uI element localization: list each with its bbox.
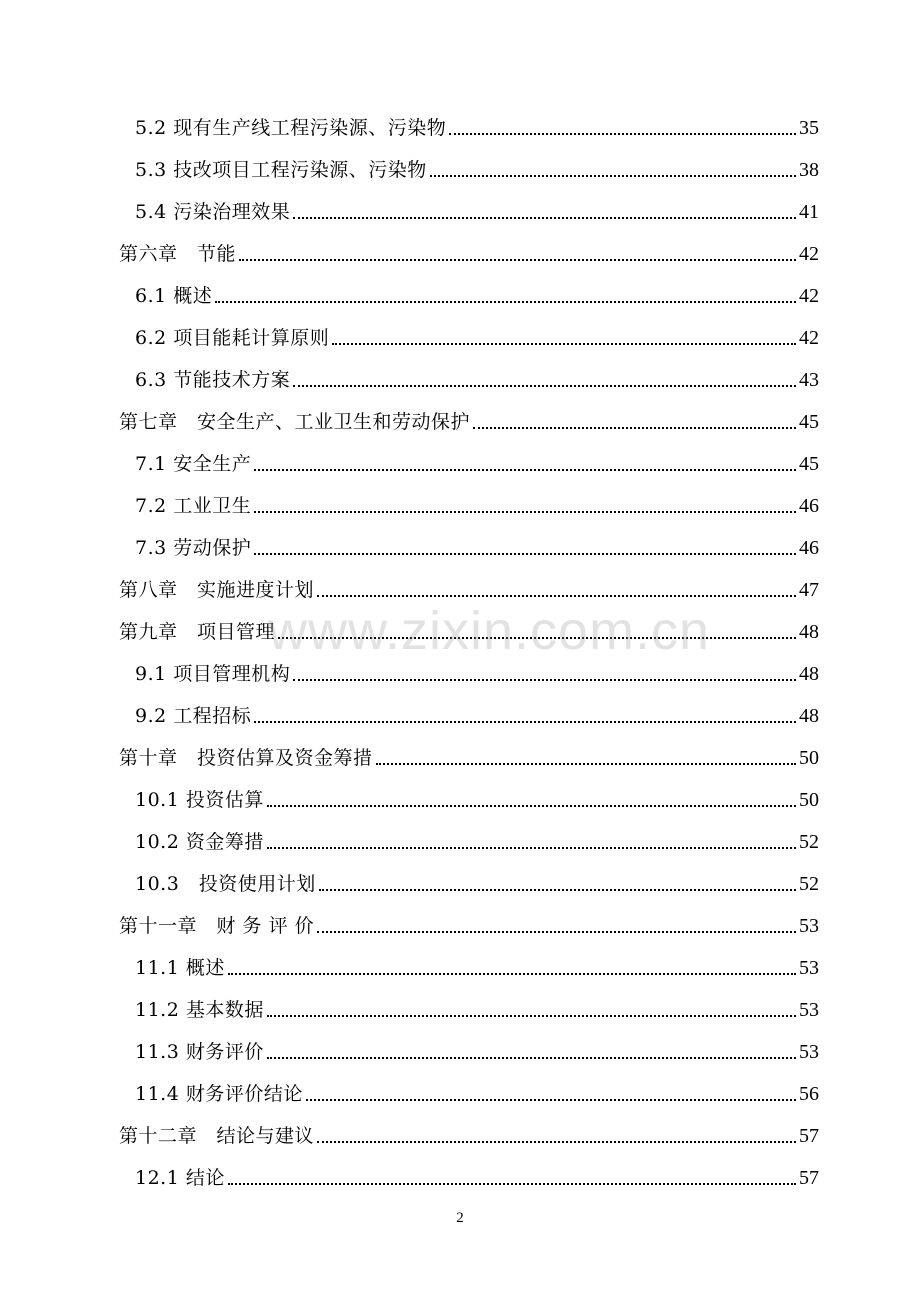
toc-entry[interactable]: [135, 866, 819, 896]
toc-chapter-entry[interactable]: [119, 236, 819, 266]
toc-entry[interactable]: [135, 698, 819, 728]
dot-leader: [293, 217, 796, 219]
toc-entry[interactable]: [135, 446, 819, 476]
toc-entry-title: 11.4 财务评价结论: [135, 1083, 303, 1105]
dot-leader: [430, 175, 796, 177]
toc-entry-page: 46: [799, 495, 819, 517]
toc-entry[interactable]: [135, 992, 819, 1022]
toc-entry-title: 7.1 安全生产: [135, 453, 252, 475]
toc-entry[interactable]: [135, 194, 819, 224]
toc-entry-title: 7.3 劳动保护: [135, 537, 252, 559]
toc-entry-page: 53: [799, 957, 819, 979]
toc-entry[interactable]: [135, 488, 819, 518]
toc-entry-title: 10.3 投资使用计划: [135, 873, 316, 895]
toc-entry-title: 7.2 工业卫生: [135, 495, 252, 517]
toc-entry-title: 第八章 实施进度计划: [119, 579, 315, 601]
toc-entry-title: 第七章 安全生产、工业卫生和劳动保护: [119, 411, 471, 433]
toc-chapter-entry[interactable]: [119, 740, 819, 770]
toc-entry-title: 10.2 资金筹措: [135, 831, 264, 853]
toc-entry[interactable]: [135, 950, 819, 980]
toc-entry-title: 10.1 投资估算: [135, 789, 264, 811]
toc-entry-title: 第九章 项目管理: [119, 621, 276, 643]
toc-entry-page: 42: [799, 285, 819, 307]
toc-entry-title: 第十二章 结论与建议: [119, 1125, 315, 1147]
dot-leader: [317, 931, 796, 933]
toc-entry[interactable]: [135, 1034, 819, 1064]
toc-chapter-entry[interactable]: [119, 1118, 819, 1148]
toc-entry[interactable]: [135, 320, 819, 350]
toc-entry-page: 41: [799, 201, 819, 223]
dot-leader: [293, 385, 796, 387]
toc-entry-page: 52: [799, 873, 819, 895]
toc-entry-title: 6.3 节能技术方案: [135, 369, 291, 391]
dot-leader: [215, 301, 796, 303]
toc-entry-page: 42: [799, 243, 819, 265]
toc-entry-title: 11.3 财务评价: [135, 1041, 264, 1063]
toc-entry[interactable]: [135, 530, 819, 560]
dot-leader: [254, 553, 796, 555]
toc-entry-title: 9.2 工程招标: [135, 705, 252, 727]
toc-chapter-entry[interactable]: [119, 908, 819, 938]
dot-leader: [267, 847, 796, 849]
dot-leader: [317, 1141, 796, 1143]
toc-entry-page: 35: [799, 117, 819, 139]
dot-leader: [306, 1099, 796, 1101]
toc-entry-page: 45: [799, 453, 819, 475]
toc-entry[interactable]: [135, 278, 819, 308]
toc-entry-title: 12.1 结论: [135, 1167, 225, 1189]
dot-leader: [278, 637, 796, 639]
dot-leader: [267, 1057, 796, 1059]
dot-leader: [293, 679, 796, 681]
toc-entry[interactable]: [135, 656, 819, 686]
toc-chapter-entry[interactable]: [119, 614, 819, 644]
dot-leader: [376, 763, 796, 765]
toc-entry[interactable]: [135, 824, 819, 854]
toc-entry-page: 53: [799, 999, 819, 1021]
dot-leader: [319, 889, 796, 891]
toc-entry[interactable]: [135, 152, 819, 182]
toc-entry-page: 48: [799, 663, 819, 685]
toc-entry[interactable]: [135, 1160, 819, 1190]
toc-entry-page: 45: [799, 411, 819, 433]
dot-leader: [254, 469, 796, 471]
toc-entry-page: 48: [799, 621, 819, 643]
toc-entry-title: 第六章 节能: [119, 243, 237, 265]
dot-leader: [254, 511, 796, 513]
dot-leader: [239, 259, 796, 261]
toc-entry-title: 6.2 项目能耗计算原则: [135, 327, 330, 349]
dot-leader: [473, 427, 796, 429]
toc-entry[interactable]: [135, 782, 819, 812]
toc-chapter-entry[interactable]: [119, 404, 819, 434]
toc-chapter-entry[interactable]: [119, 572, 819, 602]
dot-leader: [267, 1015, 796, 1017]
page-number: 2: [456, 1210, 464, 1226]
toc-entry-page: 57: [799, 1167, 819, 1189]
toc-entry-title: 11.1 概述: [135, 957, 225, 979]
dot-leader: [267, 805, 796, 807]
watermark: www.zixin.com.cn: [268, 601, 711, 661]
toc-entry-page: 56: [799, 1083, 819, 1105]
toc-entry-title: 第十章 投资估算及资金筹措: [119, 747, 373, 769]
toc-entry-title: 11.2 基本数据: [135, 999, 264, 1021]
toc-entry-title: 6.1 概述: [135, 285, 213, 307]
toc-entry-page: 52: [799, 831, 819, 853]
toc-entry-page: 43: [799, 369, 819, 391]
dot-leader: [228, 973, 796, 975]
toc-entry-title: 9.1 项目管理机构: [135, 663, 291, 685]
toc-entry-page: 38: [799, 159, 819, 181]
toc-entry-page: 42: [799, 327, 819, 349]
toc-entry[interactable]: [135, 1076, 819, 1106]
toc-entry-title: 5.2 现有生产线工程污染源、污染物: [135, 117, 447, 139]
dot-leader: [332, 343, 796, 345]
toc-entry-title: 5.4 污染治理效果: [135, 201, 291, 223]
dot-leader: [254, 721, 796, 723]
toc-entry-page: 47: [799, 579, 819, 601]
toc-entry-title: 5.3 技改项目工程污染源、污染物: [135, 159, 427, 181]
toc-entry-page: 57: [799, 1125, 819, 1147]
dot-leader: [449, 133, 796, 135]
toc-entry[interactable]: [135, 362, 819, 392]
toc-entry-page: 53: [799, 915, 819, 937]
toc-entry-page: 48: [799, 705, 819, 727]
dot-leader: [228, 1183, 796, 1185]
toc-entry-page: 50: [799, 789, 819, 811]
toc-entry-page: 46: [799, 537, 819, 559]
toc-entry-page: 50: [799, 747, 819, 769]
toc-entry[interactable]: [135, 110, 819, 140]
toc-entry-page: 53: [799, 1041, 819, 1063]
toc-entry-title: 第十一章 财 务 评 价: [119, 915, 315, 937]
dot-leader: [317, 595, 796, 597]
